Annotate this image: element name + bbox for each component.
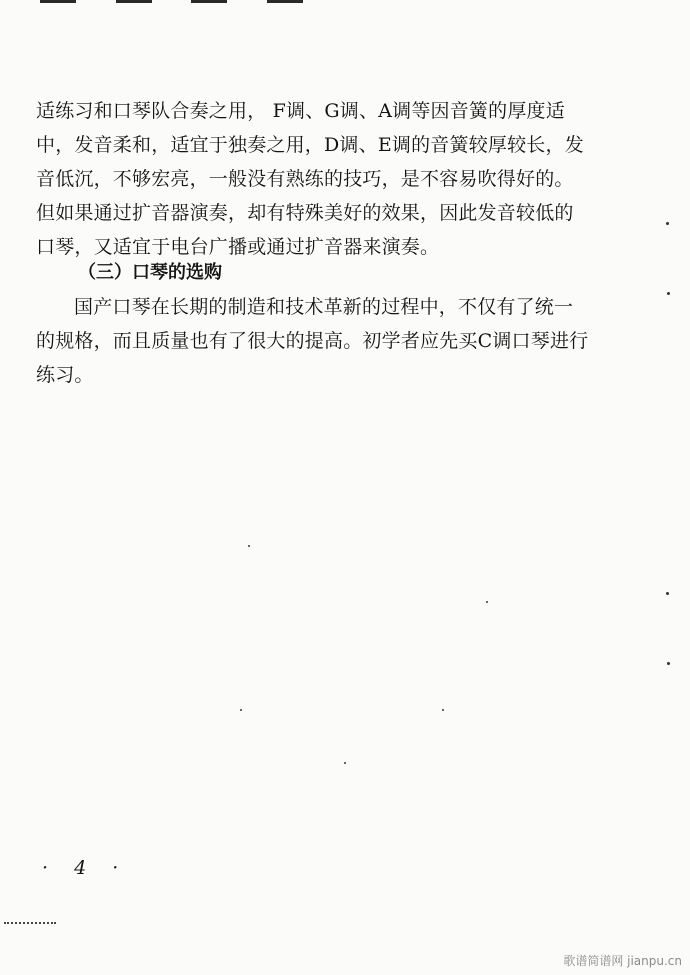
top-rule-3 <box>191 0 227 3</box>
scan-speck <box>344 762 346 764</box>
body-paragraph-2: 国产口琴在长期的制造和技术革新的过程中，不仅有了统一的规格，而且质量也有了很大的提高。初学者应先买C调口琴进行练习。 <box>36 296 589 386</box>
watermark: 歌谱简谱网 jianpu.cn <box>563 954 682 968</box>
scan-speck <box>442 709 444 711</box>
section-heading: （三）口琴的选购 <box>78 262 222 283</box>
scan-speck <box>667 292 670 295</box>
scan-speck <box>240 709 242 711</box>
top-rule-4 <box>267 0 303 3</box>
bottom-scan-mark <box>4 922 56 926</box>
scan-speck <box>666 592 669 595</box>
scan-speck <box>486 601 488 603</box>
scan-speck <box>248 545 250 547</box>
top-rule-2 <box>116 0 152 3</box>
body-paragraph-1: 适练习和口琴队合奏之用， F调、G调、A调等因音簧的厚度适中，发音柔和，适宜于独奏之用，D调、E调的音簧较厚较长，发音低沉，不够宏亮，一般没有熟练的技巧，是不容易吹得好的。但如果通过扩音器演奏，却有特殊美好的效果，因此发音较低的口琴，又适宜于电台广播或通过扩音器来演奏。 <box>36 100 584 258</box>
scan-speck <box>667 662 670 665</box>
top-rule-1 <box>40 0 76 3</box>
page-number: · 4 · <box>42 857 129 879</box>
scan-speck <box>666 222 669 225</box>
